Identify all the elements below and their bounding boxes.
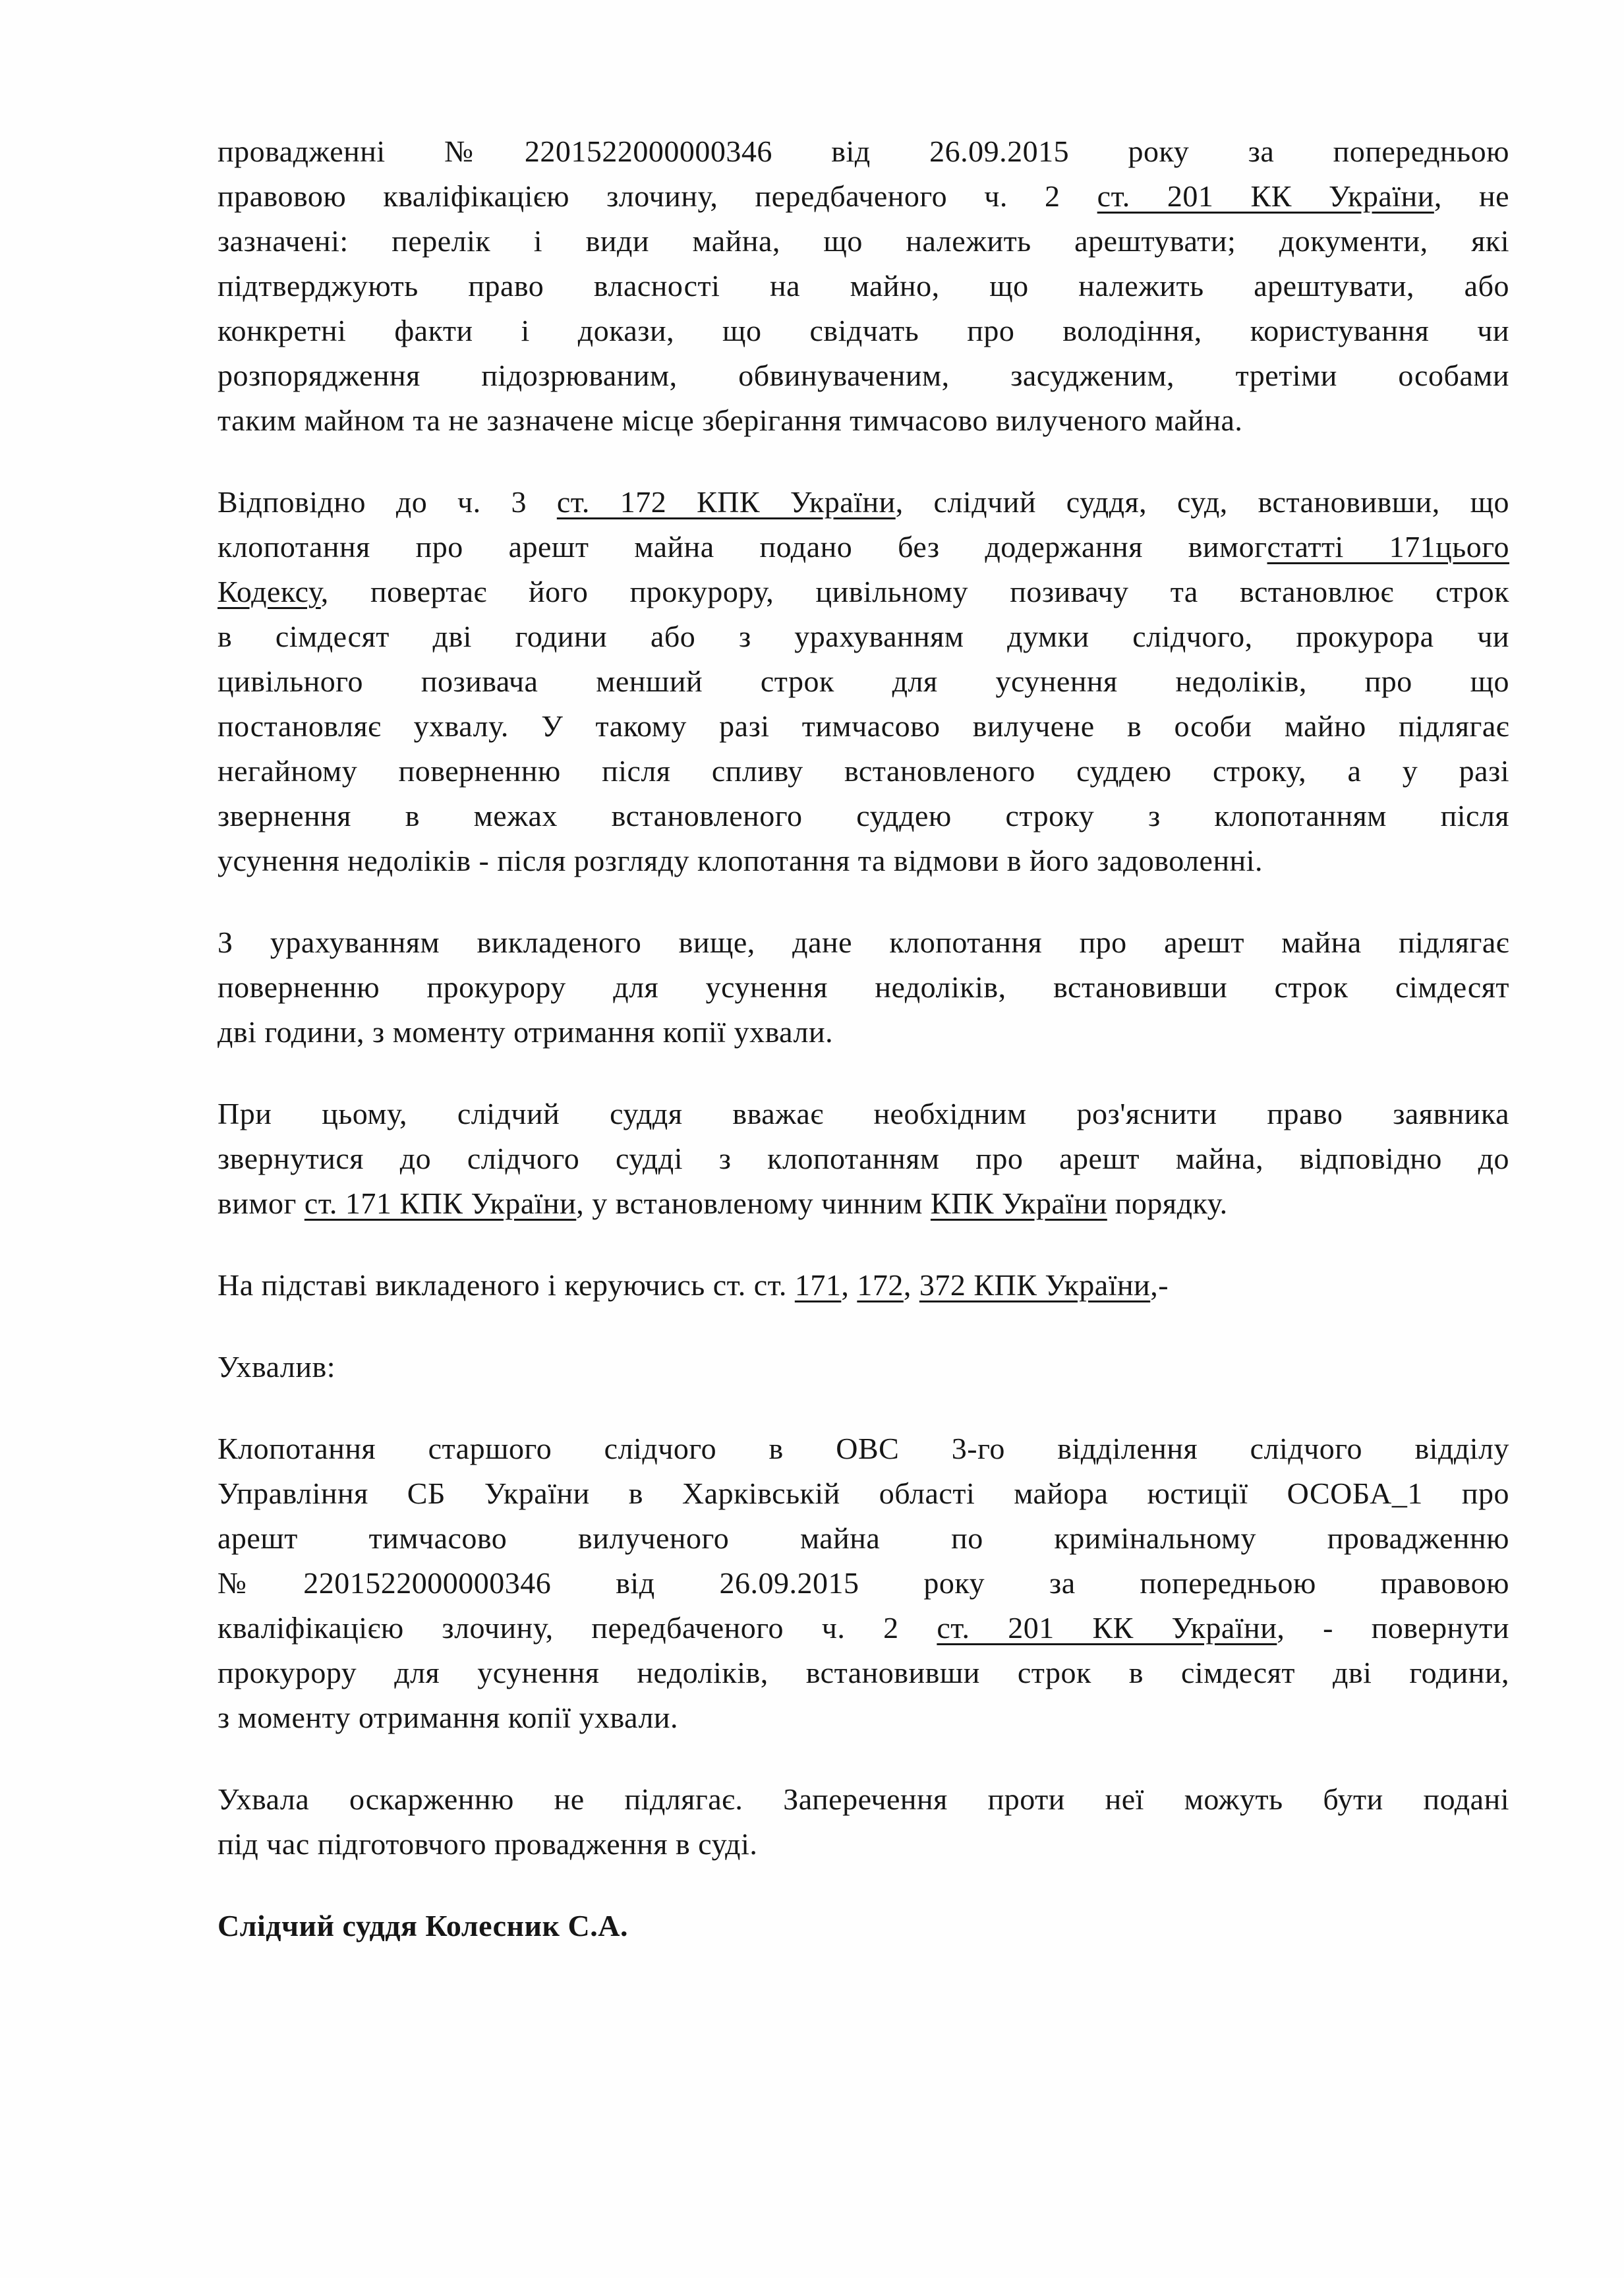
text-segment: звернутися до слідчого судді з клопотанням про арешт майна, відповідно до <box>218 1142 1509 1175</box>
text-segment: , у встановленому чинним <box>576 1186 931 1220</box>
text-segment: порядку. <box>1107 1186 1228 1220</box>
text-segment: Відповідно до ч. 3 <box>218 485 557 519</box>
text-line <box>218 1516 1509 1561</box>
text-line <box>218 129 1509 174</box>
text-line <box>218 1650 1509 1695</box>
underlined-legal-reference: ст. 171 КПК України <box>304 1186 577 1220</box>
text-line <box>218 308 1509 353</box>
text-segment: негайному поверненню після спливу встановленого суддею строку, а у разі <box>218 754 1509 788</box>
text-segment: , слідчий суддя, суд, встановивши, що <box>895 485 1509 519</box>
underlined-legal-reference: ст. 201 КК України <box>937 1611 1277 1645</box>
text-segment: №2201522000000346 від 26.09.2015 року за попередньою правовою <box>218 1566 1509 1600</box>
text-segment: клопотання про арешт майна подано без додержання вимог <box>218 530 1267 564</box>
text-line <box>218 219 1509 264</box>
text-line <box>218 398 1509 443</box>
text-line <box>218 965 1509 1010</box>
text-line <box>218 1695 1509 1740</box>
paragraph-clarification <box>218 1092 1509 1226</box>
paragraph-signature <box>218 1904 1509 1948</box>
text-line <box>218 1822 1509 1867</box>
text-segment: з моменту отримання копії ухвали. <box>218 1701 679 1734</box>
text-line <box>218 838 1509 883</box>
text-line <box>218 614 1509 659</box>
underlined-legal-reference: 172 <box>857 1268 904 1302</box>
text-segment: При цьому, слідчий суддя вважає необхідним роз'яснити право заявника <box>218 1097 1509 1130</box>
text-line <box>218 174 1509 219</box>
paragraph-appeal-notice <box>218 1777 1509 1867</box>
paragraph-resolution <box>218 1426 1509 1740</box>
text-segment: , <box>841 1268 857 1302</box>
text-segment: З урахуванням викладеного вище, дане клопотання про арешт майна підлягає <box>218 925 1509 959</box>
text-line <box>218 1092 1509 1136</box>
text-line <box>218 1181 1509 1226</box>
underlined-legal-reference: 171 <box>794 1268 842 1302</box>
text-line <box>218 1777 1509 1822</box>
underlined-legal-reference: КПК України <box>930 1186 1107 1220</box>
text-segment: кваліфікацією злочину, передбаченого ч. 2 <box>218 1611 937 1645</box>
text-line <box>218 353 1509 398</box>
text-segment: Ухвала оскарженню не підлягає. Заперечення проти неї можуть бути подані <box>218 1782 1509 1816</box>
paragraph-law-article-172 <box>218 480 1509 883</box>
text-segment: постановляє ухвалу. У такому разі тимчасово вилучене в особи майно підлягає <box>218 709 1509 743</box>
text-segment: , - повернути <box>1277 1611 1510 1645</box>
paragraph-case-details <box>218 129 1509 443</box>
text-line <box>218 525 1509 570</box>
text-segment: , не <box>1434 179 1509 213</box>
text-segment: ,- <box>1150 1268 1169 1302</box>
text-segment: На підставі викладеного і керуючись ст. ст. <box>218 1268 795 1302</box>
text-segment: розпорядження підозрюваним, обвинуваченим, засудженим, третіми особами <box>218 359 1509 392</box>
underlined-legal-reference: ст. 172 КПК України <box>556 485 896 519</box>
text-segment: арешт тимчасово вилученого майна по кримінальному провадженню <box>218 1521 1509 1555</box>
text-segment: провадженні №2201522000000346 від 26.09.2015 року за попередньою <box>218 134 1509 168</box>
text-segment: Ухвалив: <box>218 1350 335 1384</box>
text-segment: , повертає його прокурору, цивільному позивачу та встановлює строк <box>320 575 1509 608</box>
text-segment: під час підготовчого провадження в суді. <box>218 1827 758 1861</box>
text-line <box>218 1561 1509 1606</box>
text-line <box>218 1345 1509 1389</box>
text-segment: вимог <box>218 1186 304 1220</box>
text-line <box>218 264 1509 308</box>
paragraph-legal-basis <box>218 1263 1509 1308</box>
paragraph-conclusion <box>218 920 1509 1055</box>
paragraph-resolved-heading <box>218 1345 1509 1389</box>
underlined-legal-reference: ст. 201 КК України <box>1097 179 1434 213</box>
text-line <box>218 1471 1509 1516</box>
text-line <box>218 1904 1509 1948</box>
text-segment: усунення недоліків - після розгляду клопотання та відмови в його задоволенні. <box>218 844 1263 877</box>
text-segment: прокурору для усунення недоліків, встановивши строк в сімдесят дві години, <box>218 1656 1509 1689</box>
text-segment: Клопотання старшого слідчого в ОВС 3-го відділення слідчого відділу <box>218 1432 1509 1465</box>
text-segment: звернення в межах встановленого суддею строку з клопотанням після <box>218 799 1509 832</box>
text-line <box>218 794 1509 838</box>
text-line <box>218 1263 1509 1308</box>
text-segment: , <box>903 1268 919 1302</box>
text-segment: Управління СБ України в Харківській області майора юстиції ОСОБА_1 про <box>218 1476 1509 1510</box>
text-segment: поверненню прокурору для усунення недоліків, встановивши строк сімдесят <box>218 970 1509 1004</box>
text-segment: цивільного позивача менший строк для усунення недоліків, про що <box>218 664 1509 698</box>
text-line <box>218 920 1509 965</box>
text-segment: правовою кваліфікацією злочину, передбаченого ч. 2 <box>218 179 1097 213</box>
text-segment: таким майном та не зазначене місце зберігання тимчасово вилученого майна. <box>218 403 1243 437</box>
text-line <box>218 570 1509 614</box>
text-line <box>218 1426 1509 1471</box>
underlined-legal-reference: Кодексу <box>218 575 321 608</box>
text-segment: зазначені: перелік і види майна, що належить арештувати; документи, які <box>218 224 1509 258</box>
text-line <box>218 1010 1509 1055</box>
text-line <box>218 480 1509 525</box>
text-segment: Слідчий суддя Колесник С.А. <box>218 1909 628 1942</box>
underlined-legal-reference: статті 171цього <box>1267 530 1509 564</box>
document-text-block <box>218 129 1509 1985</box>
text-segment: конкретні факти і докази, що свідчать про володіння, користування чи <box>218 314 1509 347</box>
text-line <box>218 1136 1509 1181</box>
text-line <box>218 1606 1509 1650</box>
text-line <box>218 704 1509 749</box>
underlined-legal-reference: 372 КПК України <box>919 1268 1151 1302</box>
text-line <box>218 659 1509 704</box>
text-line <box>218 749 1509 794</box>
text-segment: в сімдесят дві години або з урахуванням думки слідчого, прокурора чи <box>218 620 1509 653</box>
text-segment: підтверджують право власності на майно, що належить арештувати, або <box>218 269 1509 303</box>
text-segment: дві години, з моменту отримання копії ухвали. <box>218 1015 834 1049</box>
